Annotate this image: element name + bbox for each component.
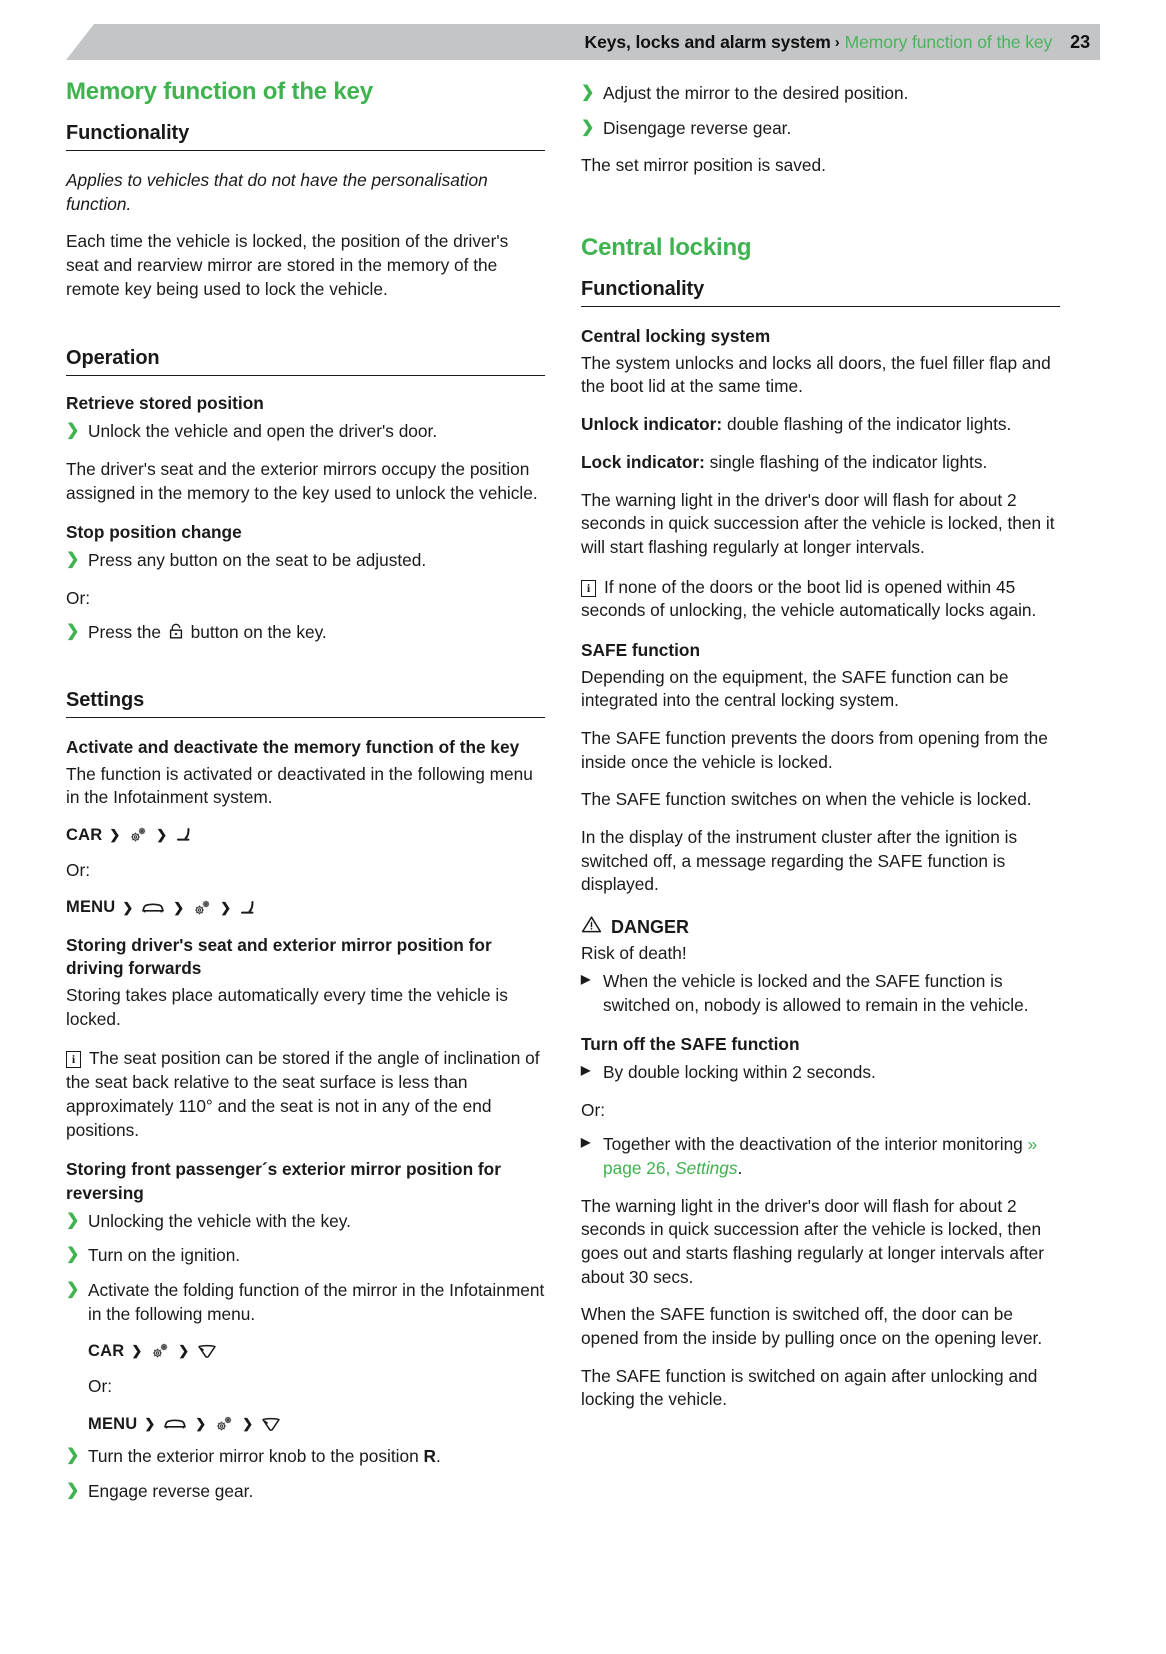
car-icon [162,1415,188,1433]
section-title-central-locking: Central locking [581,234,752,262]
storing-forward-body: Storing takes place automatically every time the vehicle is locked. [66,985,508,1029]
heading-retrieve-stored-position: Retrieve stored position [66,393,264,414]
list-item [66,1244,545,1268]
heading-settings: Settings [66,689,545,718]
chevron-right-icon: ❯ [220,899,232,915]
mirror-icon [196,1342,218,1361]
menu-key-car: CAR [88,1341,125,1360]
or-label-right: Or: [581,1099,605,1120]
heading-stop-position-change: Stop position change [66,522,242,543]
stop-bullet-list-alt [66,621,545,645]
triangle-right-icon: ▶ [581,1135,591,1150]
or-label-2: Or: [66,860,90,880]
chevron-right-icon: ❯ [156,827,168,842]
list-item-label: By double locking within 2 seconds. [603,1061,876,1082]
danger-risk-text: Risk of death! [581,943,687,964]
heading-turn-off-safe: Turn off the SAFE function [581,1034,800,1055]
unlock-indicator-text: double flashing of the indicator lights. [722,414,1012,435]
or-label-1: Or: [66,587,90,608]
warning-light-body: The warning light in the driver's door will flash for about 2 seconds in quick succession after the vehicle is locked, then it will start flashing regularly at longer intervals. [581,489,1055,557]
heading-activate-memory-function: Activate and deactivate the memory function of the key [66,736,520,757]
list-item [66,1445,545,1469]
list-item-label: Unlocking the vehicle with the key. [88,1210,351,1231]
note-seat-position [66,1047,545,1142]
heading-functionality-right: Functionality [581,278,1060,307]
list-item-label-before: Press the [88,622,161,643]
list-item [66,621,545,645]
chevron-right-icon: ❯ [144,1416,156,1431]
mirror-icon [260,1415,282,1434]
list-item [66,1279,545,1326]
page-header [66,24,1100,60]
functionality-intro: Applies to vehicles that do not have the personalisation function. [66,170,488,214]
breadcrumb-current: Memory function of the key [844,31,1053,52]
right-column [581,78,1060,1503]
chevron-right-icon: ❯ [66,1280,80,1298]
heading-storing-forward: Storing driver's seat and exterior mirror position for driving forwards [66,934,492,979]
menu-path-menu-car-settings-seat [66,898,545,918]
safe-body-2: The SAFE function prevents the doors from opening from the inside once the vehicle is locked. [581,728,1048,772]
note-text: If none of the doors or the boot lid is opened within 45 seconds of unlocking, the vehicle automatically locks again. [581,576,1037,621]
breadcrumb-chapter: Keys, locks and alarm system [584,31,831,52]
list-item [66,1480,545,1504]
list-item-label: Engage reverse gear. [88,1480,254,1501]
lock-indicator [581,451,1060,475]
chevron-right-icon: ❯ [242,1416,254,1431]
chevron-right-icon: ❯ [66,422,80,440]
safe-body-1: Depending on the equipment, the SAFE function can be integrated into the central locking system. [581,666,1009,711]
switch-on-body: The SAFE function is switched on again after unlocking and locking the vehicle. [581,1365,1038,1410]
menu-key-car: CAR [66,825,103,844]
heading-storing-reverse: Storing front passenger´s exterior mirror position for reversing [66,1159,501,1203]
chevron-right-icon: ❯ [66,1211,80,1229]
heading-operation: Operation [66,347,545,376]
list-item [66,1210,545,1234]
warning-triangle-icon [581,915,602,939]
note-autolock [581,576,1060,623]
gear-icon [127,825,149,845]
list-item [581,1061,1060,1085]
reverse-bullet-list [66,1210,545,1327]
turnoff-bullet-list [581,1061,1060,1085]
info-icon: i [66,1051,81,1068]
mirror-saved-body: The set mirror position is saved. [581,155,826,176]
chevron-right-icon: ❯ [66,1481,80,1499]
left-column [66,78,545,1503]
chevron-right-icon: ❯ [581,84,595,101]
chevron-right-icon: ❯ [173,899,185,915]
central-locking-system-body: The system unlocks and locks all doors, the fuel filler flap and the boot lid at the same time. [581,352,1051,397]
list-item-label: Turn on the ignition. [88,1245,241,1266]
car-icon [140,899,166,917]
mirror-bullet-list [581,82,1060,140]
list-item-label: Disengage reverse gear. [603,117,792,138]
safe-body-3: The SAFE function switches on when the vehicle is locked. [581,789,1032,810]
list-item [581,117,1060,141]
link-section: Settings [675,1157,738,1178]
lock-indicator-text: single flashing of the indicator lights. [704,451,988,472]
list-item [581,970,1060,1017]
gear-icon [149,1341,171,1361]
triangle-right-icon: ▶ [581,1062,591,1077]
menu-path-car-settings-mirror [88,1341,545,1361]
info-icon: i [581,580,596,597]
page-body [66,78,1100,1503]
link-page: page 26, [603,1157,671,1178]
turnoff-bullet-list-2 [581,1133,1060,1180]
list-item [581,1133,1060,1180]
warning-light-body-2: The warning light in the driver's door will flash for about 2 seconds in quick succession after the vehicle is locked, then goes out and starts flashing regularly at longer intervals after about 30 secs. [581,1195,1045,1287]
lock-icon [168,623,184,640]
gear-icon [191,898,213,918]
or-label-3: Or: [88,1376,112,1397]
menu-key-menu: MENU [88,1414,138,1433]
list-item-label: When the vehicle is locked and the SAFE function is switched on, nobody is allowed to remain in the vehicle. [603,970,1029,1015]
door-open-body: When the SAFE function is switched off, the door can be opened from the inside by pulling once on the opening lever. [581,1304,1043,1349]
page-number: 23 [1070,31,1090,52]
list-item-label-after: . [436,1446,441,1466]
chevron-right-icon: ❯ [66,1447,80,1464]
danger-label: DANGER [611,916,690,937]
retrieve-bullet-list [66,420,545,444]
danger-bullet-list [581,970,1060,1017]
note-text: The seat position can be stored if the angle of inclination of the seat back relative to the seat surface is less than approximately 110° and the seat is not in any of the end positions. [66,1048,540,1140]
list-item-label: Activate the folding function of the mirror in the Infotainment in the following menu. [88,1279,545,1324]
list-item [66,549,545,573]
heading-safe-function: SAFE function [581,639,701,660]
list-item-label-after: . [737,1157,743,1178]
breadcrumb [585,24,1090,60]
menu-key-menu: MENU [66,898,116,917]
list-item-label: Press any button on the seat to be adjusted. [88,549,427,570]
chevron-right-icon: ❯ [581,118,595,136]
activate-body: The function is activated or deactivated in the following menu in the Infotainment system. [66,763,533,808]
menu-path-menu-car-settings-mirror [88,1414,545,1434]
safe-body-4: In the display of the instrument cluster after the ignition is switched off, a message regarding the SAFE function is displayed. [581,827,1018,895]
list-item [581,82,1060,106]
heading-functionality: Functionality [66,122,545,151]
link-arrow: » [1027,1134,1038,1155]
seat-icon [238,898,258,918]
list-item [66,420,545,444]
list-item-label: Adjust the mirror to the desired position. [603,83,909,103]
chevron-right-icon: ❯ [66,550,80,568]
list-item-label-before: Together with the deactivation of the interior monitoring [603,1134,1023,1155]
page-title: Memory function of the key [66,78,373,105]
chevron-right-icon: ❯ [131,1343,143,1359]
menu-path-car-settings-seat [66,825,545,845]
unlock-indicator-label: Unlock indicator: [581,414,723,435]
chevron-right-icon: ❯ [178,1343,190,1359]
breadcrumb-separator: › [834,33,840,51]
heading-central-locking-system: Central locking system [581,326,771,347]
chevron-right-icon: ❯ [66,1246,80,1264]
retrieve-body: The driver's seat and the exterior mirrors occupy the position assigned in the memory to the key used to unlock the vehicle. [66,458,538,503]
chevron-right-icon: ❯ [195,1416,207,1431]
list-item-label: Unlock the vehicle and open the driver's door. [88,421,438,442]
chevron-right-icon: ❯ [66,623,80,641]
gear-icon [213,1414,235,1434]
list-item-label-before: Turn the exterior mirror knob to the position [88,1446,419,1466]
list-item-label-after: button on the key. [190,622,327,643]
mirror-knob-position: R [423,1446,437,1466]
lock-indicator-label: Lock indicator: [581,451,705,472]
chevron-right-icon: ❯ [122,899,134,915]
unlock-indicator [581,413,1060,437]
seat-icon [174,825,194,845]
danger-heading [581,915,1060,939]
reverse-bullet-list-2 [66,1445,545,1503]
stop-bullet-list [66,549,545,573]
functionality-body: Each time the vehicle is locked, the position of the driver's seat and rearview mirror are stored in the memory of the remote key being used to lock the vehicle. [66,231,509,299]
triangle-right-icon: ▶ [581,971,591,986]
chevron-right-icon: ❯ [109,827,121,842]
